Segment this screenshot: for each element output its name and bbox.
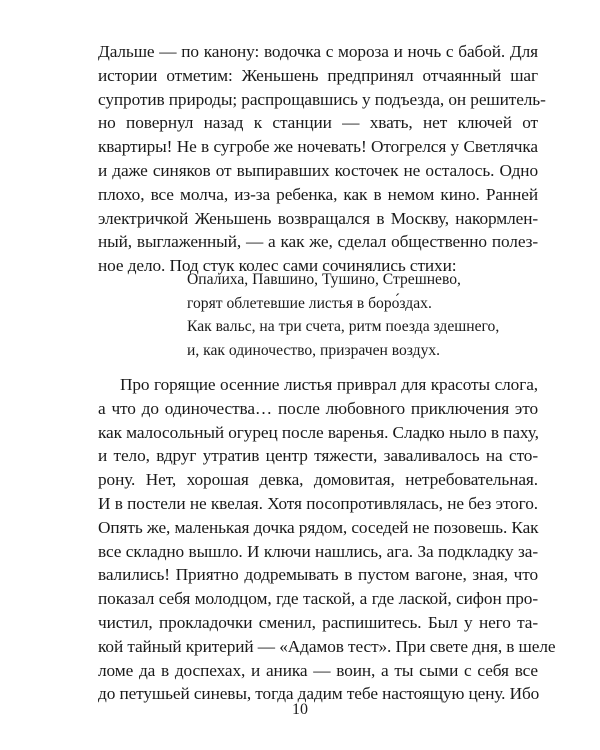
text-line: электричкой Женьшень возвращался в Москву, накормлен- [98,208,538,228]
text-line: супротив природы; распрощавшись у подъезда, он решитель- [98,89,546,109]
poem-stanza [187,268,547,362]
poem-line: и, как одиночество, призрачен воздух. [187,341,441,359]
poem-line: Как вальс, на три счета, ритм поезда здешнего, [187,318,500,335]
text-line: и тело, вдруг утратив центр тяжести, заваливалось на сто- [98,446,538,466]
text-line: кой тайный критерий — «Адамов тест». При свете дня, в шеле [98,636,556,656]
text-line: рону. Нет, хорошая девка, домовитая, нетребовательная. [98,470,538,490]
text-line: чистил, прокладочки сменил, распишитесь. Был у него та- [98,612,538,632]
page-number: 10 [292,701,308,718]
text-line: все складно вышло. И ключи нашлись, ага. За подкладку за- [98,541,538,561]
text-line: плохо, все молча, из-за ребенка, как в немом кино. Ранней [98,184,538,204]
text-line: показал себя молодцом, где таской, а где лаской, сифон про- [98,589,538,609]
text-line: как малосольный огурец после варенья. Сладко ныло в паху, [98,422,539,442]
poem-line: Опалиха, Павшино, Тушино, Стрешнево, [187,271,461,288]
text-line: но повернул назад к станции — хвать, нет ключей от [98,113,538,133]
paragraph-2 [98,373,556,706]
text-line: Про горящие осенние листья приврал для красоты слога, [120,375,538,394]
text-line: ный, выглаженный, — а как же, сделал общественно полез- [98,232,538,252]
text-line: Опять же, маленькая дочка рядом, соседей не позовешь. Как [98,517,539,537]
text-line: и даже синяков от выпиравших косточек не осталось. Одно [98,160,538,180]
text-line: ломе да в доспехах, и аника — воин, а ты сыми с себя все [98,660,538,680]
text-line: а что до одиночества… после любовного приключения это [98,398,538,418]
paragraph-1 [98,40,546,278]
text-line: до петушьей синевы, тогда дадим тебе настоящую цену. Ибо [98,684,540,704]
text-line: Дальше — по канону: водочка с мороза и ночь с бабой. Для [98,42,538,61]
text-line: истории отметим: Женьшень предпринял отчаянный шаг [98,65,538,85]
text-line: И в постели не квелая. Хотя посопротивлялась, не без этого. [98,493,538,513]
text-line: валились! Приятно додремывать в пустом вагоне, зная, что [98,565,538,585]
poem-line: горят облетевшие листья в боро́здах. [187,294,432,312]
text-line: квартиры! Не в сугробе же ночевать! Отогрелся у Светлячка [98,137,538,157]
text-line: ное дело. Под стук колес сами сочинялись стихи: [98,256,457,276]
